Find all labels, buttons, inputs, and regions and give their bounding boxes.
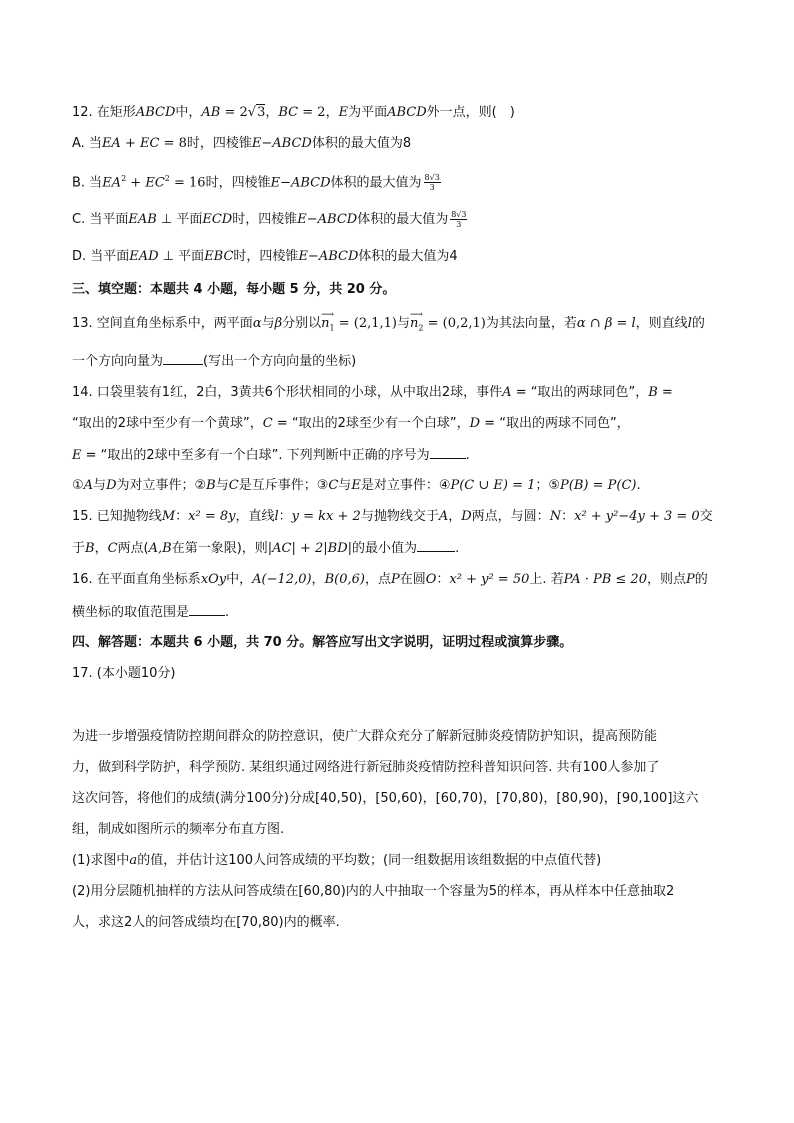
section-4-heading: 四、解答题：本题共 6 小题，共 70 分。解答应写出文字说明，证明过程或演算步骤。 <box>72 635 573 650</box>
q13-line-2: 一个方向向量为 (写出一个方向向量的坐标) <box>72 354 357 369</box>
q16-line-2: 横坐标的取值范围是 . <box>72 605 230 620</box>
q16-line-1: 16. 在平面直角坐标系xOy中，A(−12,0)，B(0,6)，点P在圆O：x² + y² = 50上. 若PA · PB ≤ 20，则点P的 <box>72 572 708 587</box>
q17-subquestion-2-cont: 人，求这2人的问答成绩均在[70,80)内的概率. <box>72 915 340 930</box>
q15-line-1: 15. 已知抛物线M：x² = 8y，直线l：y = kx + 2与抛物线交于A，D两点，与圆：N：x² + y²−4y + 3 = 0交 <box>72 509 713 524</box>
q13-line-1: 13. 空间直角坐标系中，两平面α与β分别以⟶ $n_1 = (2,1,1)$与⟶ $n_2 = (0,2,1)$为其法向量，若α ∩ β = l，则直线l的 <box>72 315 705 338</box>
q17-title: 17. (本小题10分) <box>72 666 176 681</box>
section-3-heading: 三、填空题：本题共 4 小题，每小题 5 分，共 20 分。 <box>72 282 396 297</box>
q14-line-3: E = “取出的2球中至多有一个白球”. 下列判断中正确的序号为 . <box>72 448 470 463</box>
q14-line-1: 14. 口袋里装有1红，2白，3黄共6个形状相同的小球，从中取出2球，事件A = “取出的两球同色”，B = <box>72 385 673 400</box>
q17-subquestion-2: (2)用分层随机抽样的方法从问答成绩在[60,80)内的人中抽取一个容量为5的样本，再从样本中任意抽取2 <box>72 884 675 899</box>
q17-paragraph-line-4: 组，制成如图所示的频率分布直方图. <box>72 822 285 837</box>
q17-subquestion-1: (1)求图中a的值，并估计这100人问答成绩的平均数；(同一组数据用该组数据的中点值代替) <box>72 853 602 868</box>
q12-option-c: C. 当平面EAB ⊥ 平面ECD时，四棱锥E−ABCD体积的最大值为 $\frac{8√3}{3}$ <box>72 210 467 229</box>
answer-blank <box>189 603 225 616</box>
q12-option-b: B. 当$EA^2 + EC^2 = 16$时，四棱锥E−ABCD体积的最大值为 $\frac{8√3}{3}$ <box>72 173 440 193</box>
answer-blank <box>417 539 455 552</box>
q14-line-4: ①A与D为对立事件；②B与C是互斥事件；③C与E是对立事件：④P(C ∪ E) = 1；⑤P(B) = P(C). <box>72 478 641 493</box>
answer-blank <box>163 352 203 365</box>
q12-option-d: D. 当平面EAD ⊥ 平面EBC时，四棱锥E−ABCD体积的最大值为4 <box>72 249 458 264</box>
q14-line-2: “取出的2球中至少有一个黄球”，C = “取出的2球至少有一个白球”，D = “取出的两球不同色”， <box>72 416 630 431</box>
q15-line-2: 于B，C两点(A,B在第一象限)，则|AC| + 2|BD|的最小值为 . <box>72 541 460 556</box>
fraction-8sqrt3-over-3: $\frac{8√3}{3}$ <box>451 210 467 229</box>
q17-paragraph-line-3: 这次问答，将他们的成绩(满分100分)分成[40,50)，[50,60)，[60,70)，[70,80)，[80,90)，[90,100]这六 <box>72 791 699 806</box>
q12-stem: 12. 在矩形ABCD中，AB = 2√3，BC = 2，E为平面ABCD外一点，则( ) <box>72 105 515 120</box>
answer-blank <box>430 446 466 459</box>
q17-paragraph-line-2: 力，做到科学防护，科学预防. 某组织通过网络进行新冠肺炎疫情防控科普知识问答. 共有100人参加了 <box>72 760 660 775</box>
fraction-8sqrt3-over-3: $\frac{8√3}{3}$ <box>424 173 440 193</box>
q17-paragraph-line-1: 为进一步增强疫情防控期间群众的防控意识，使广大群众充分了解新冠肺炎疫情防护知识，提高预防能 <box>72 729 658 744</box>
q12-option-a: A. 当EA + EC = 8时，四棱锥E−ABCD体积的最大值为8 <box>72 136 412 151</box>
